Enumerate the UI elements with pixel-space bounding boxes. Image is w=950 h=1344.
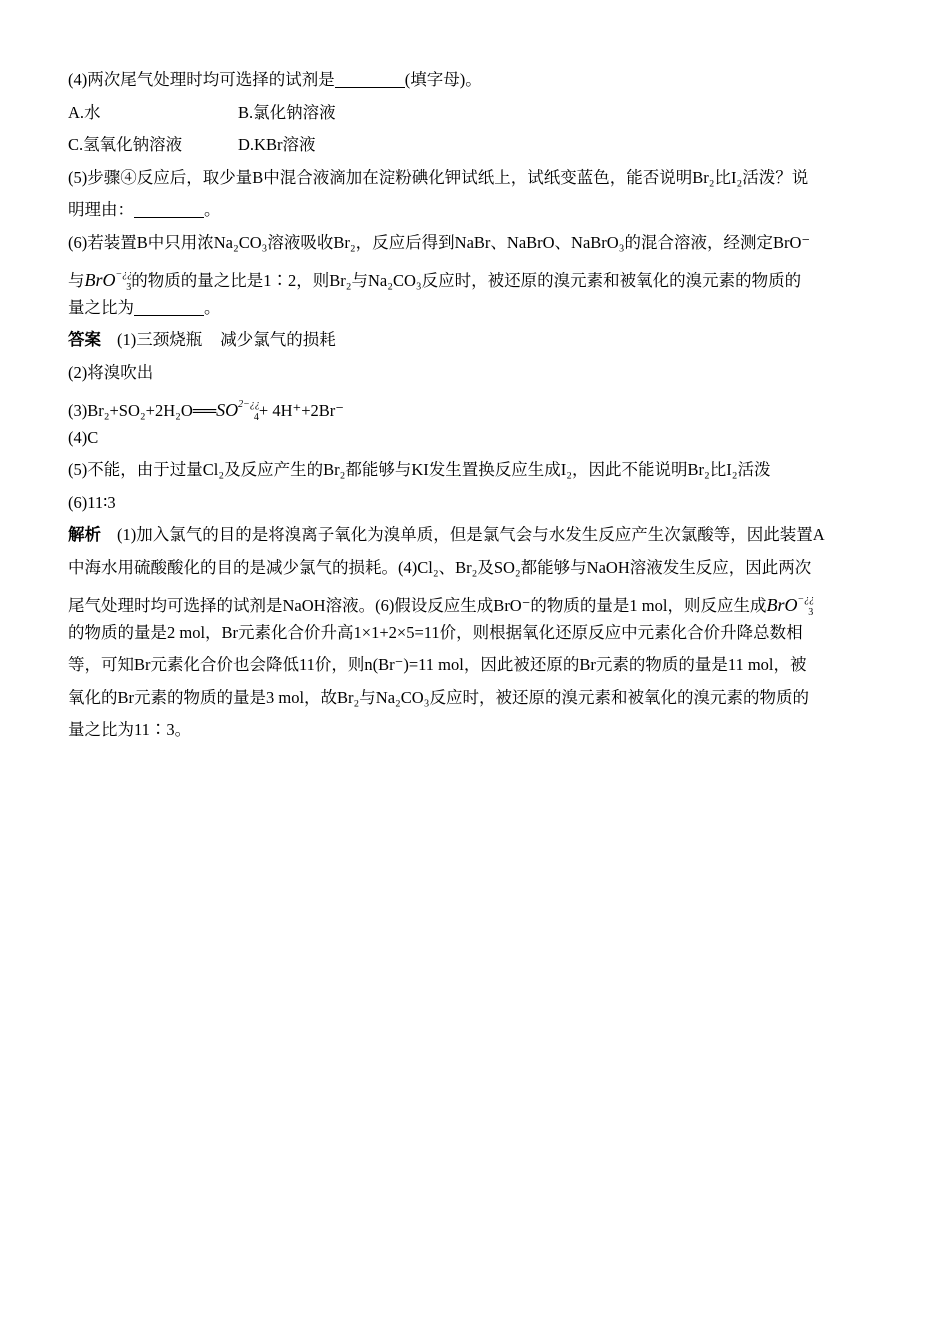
answer-line-1 — [68, 324, 880, 357]
analysis-line-1 — [68, 519, 880, 552]
answer-line-6 — [68, 487, 880, 520]
answer-blank — [134, 199, 204, 218]
q5-text: 明理由： — [68, 200, 134, 219]
q4-options-row-1 — [68, 97, 880, 130]
formula-subscript: 3 — [808, 607, 814, 618]
formula-subscript: 3 — [126, 282, 132, 293]
answer-1a: (1)三颈烧瓶 — [117, 330, 203, 349]
analysis-text: 等，可知Br元素化合价也会降低11价，则n(Br⁻)=11 mol，因此被还原的Br元素的物质的量是11 mol，被 — [68, 655, 807, 674]
question-4-stem — [68, 64, 880, 97]
analysis-label: 解析 — [68, 525, 101, 544]
option-c: C.氢氧化钠溶液 — [68, 135, 183, 154]
answer-line-4 — [68, 422, 880, 455]
sulfate-formula: SO — [216, 400, 239, 420]
formula-charge: −¿¿ — [797, 594, 815, 605]
option-a: A.水 — [68, 102, 101, 122]
analysis-text: 量之比为11∶3。 — [68, 720, 192, 739]
answer-line-5 — [68, 454, 880, 487]
q6-text: 的物质的量之比是1∶2，则Br₂与Na₂CO₃反应时，被还原的溴元素和被氧化的溴元素的物质的 — [131, 271, 802, 290]
answer-line-3 — [68, 389, 880, 422]
analysis-text: 的物质的量是2 mol，Br元素化合价升高1×1+2×5=11价，则根据氧化还原反应中元素化合价升降总数相 — [68, 622, 803, 642]
analysis-line-3 — [68, 584, 880, 617]
q4-options-row-2 — [68, 129, 880, 162]
analysis-text: 中海水用硫酸酸化的目的是减少氯气的损耗。(4)Cl₂、Br₂及SO₂都能够与NaOH溶液发生反应，因此两次 — [68, 557, 812, 577]
analysis-text: 氧化的Br元素的物质的量是3 mol，故Br₂与Na₂CO₃反应时，被还原的溴元素和被氧化的溴元素的物质的 — [68, 687, 809, 707]
q4-stem-text: (4)两次尾气处理时均可选择的试剂是 — [68, 70, 335, 89]
analysis-text: 尾气处理时均可选择的试剂是NaOH溶液。(6)假设反应生成BrO⁻的物质的量是1 mol，则反应生成 — [68, 596, 767, 615]
analysis-line-2 — [68, 552, 880, 585]
answer-2: (2)将溴吹出 — [68, 362, 154, 382]
question-6-line-2 — [68, 259, 880, 292]
answer-3-equation: (3)Br₂+SO₂+2H₂O══ — [68, 401, 217, 420]
option-b: B.氯化钠溶液 — [238, 102, 336, 122]
bromate-formula: BrO — [84, 270, 116, 290]
bromate-formula: BrO — [766, 595, 798, 615]
formula-subscript: 4 — [253, 412, 259, 423]
question-5-line-2 — [68, 194, 880, 227]
analysis-line-7 — [68, 714, 880, 747]
answer-4: (4)C — [68, 427, 99, 447]
document-page — [68, 64, 880, 747]
option-d: D.KBr溶液 — [238, 135, 316, 154]
answer-blank — [134, 297, 204, 316]
q6-text: (6)若装置B中只用浓Na₂CO₃溶液吸收Br₂，反应后得到NaBr、NaBrO、NaBrO₃的混合溶液，经测定BrO⁻ — [68, 232, 811, 252]
formula-charge: 2−¿¿ — [238, 399, 260, 410]
analysis-text: (1)加入氯气的目的是将溴离子氧化为溴单质，但是氯气会与水发生反应产生次氯酸等，因此装置A — [117, 525, 825, 544]
answer-line-2 — [68, 357, 880, 390]
analysis-line-6 — [68, 682, 880, 715]
answer-3-equation-tail: + 4H⁺+2Br⁻ — [258, 401, 344, 420]
q6-text: 与 — [68, 271, 85, 290]
q5-text: (5)步骤④反应后，取少量B中混合液滴加在淀粉碘化钾试纸上，试纸变蓝色，能否说明Br₂比I₂活泼？说 — [68, 167, 809, 187]
answer-blank — [335, 69, 405, 88]
answer-6: (6)11∶3 — [68, 492, 116, 512]
answer-5: (5)不能，由于过量Cl₂及反应产生的Br₂都能够与KI发生置换反应生成I₂，因此不能说明Br₂比I₂活泼 — [68, 460, 771, 479]
analysis-line-5 — [68, 649, 880, 682]
question-5-line-1 — [68, 162, 880, 195]
q6-text: 。 — [204, 297, 221, 317]
q6-text: 量之比为 — [68, 297, 134, 317]
q5-text: 。 — [204, 200, 221, 219]
q4-stem-tail: (填字母)。 — [404, 70, 482, 89]
answer-1b: 减少氯气的损耗 — [220, 330, 336, 349]
analysis-line-4 — [68, 617, 880, 650]
formula-charge: −¿¿ — [115, 269, 133, 280]
question-6-line-1 — [68, 227, 880, 260]
answer-label: 答案 — [68, 330, 101, 349]
question-6-line-3 — [68, 292, 880, 325]
